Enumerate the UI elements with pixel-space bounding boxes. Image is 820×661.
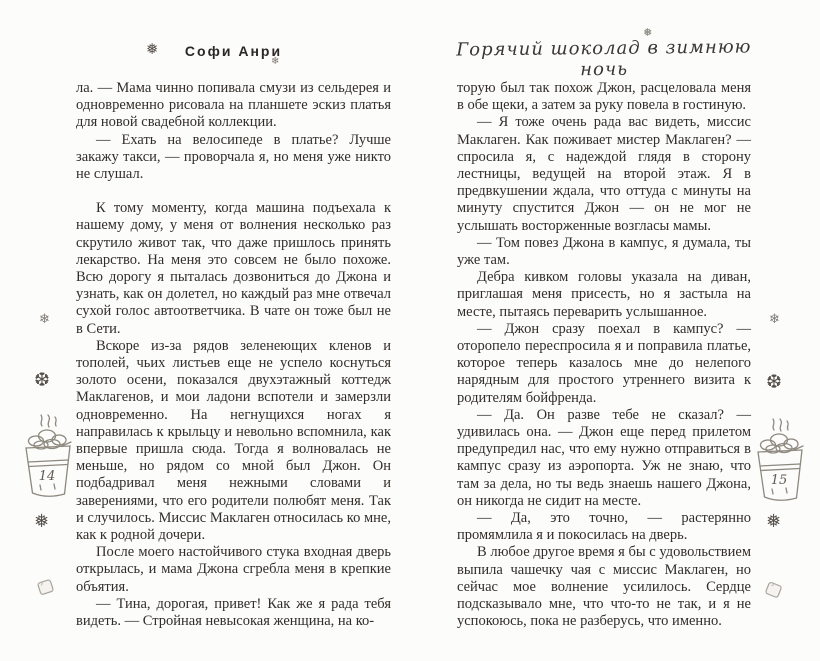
paragraph: — Я тоже очень рада вас видеть, миссис Маклаген. Как поживает мистер Маклаген? — спросила я, с надеждой глядя в сторону лестницы, ведущей на второй этаж. Я в предвкушении ждала, что оттуда с минуты на минуту спустится Джон — он не мог не услышать восторженные возгласы мамы. bbox=[457, 114, 751, 234]
page-number: 14 bbox=[38, 469, 56, 484]
paragraph: — Тина, дорогая, привет! Как же я рада тебя видеть. — Стройная невысокая женщина, на ко- bbox=[76, 595, 391, 630]
steam-icon bbox=[773, 419, 788, 431]
marshmallow-icon bbox=[762, 578, 786, 602]
running-header-author: Софи Анри bbox=[184, 43, 283, 59]
snowflake-icon: ❄ bbox=[271, 56, 280, 67]
paragraph: Вскоре из-за рядов зеленеющих кленов и тополей, чьих листьев еще не успело коснуться золото осени, показался двухэтажный коттедж Маклагенов, и мои ладони вспотели и замерзли одновременно. На негнущихся ногах я направилась к крыльцу и невольно вспомнила, как впервые пришла сюда. Тогда я волновалась не меньше, но рядом со мной был Джон. Он подбадривал меня нежными словами и заверениями, что его родители полюбят меня. Так и случилось. Миссис Маклаген относилась ко мне, как к родной дочери. bbox=[76, 337, 391, 544]
page-left bbox=[76, 80, 391, 630]
paragraph: — Том повез Джона в кампус, я думала, ты уже там. bbox=[457, 234, 751, 269]
paragraph: После моего настойчивого стука входная дверь открылась, и мама Джона сгребла меня в крепкие объятия. bbox=[76, 544, 391, 595]
steam-icon bbox=[41, 415, 56, 427]
snowflake-icon: ❄ bbox=[769, 312, 780, 327]
snowflake-icon: ❅ bbox=[766, 511, 782, 532]
snowflake-icon: ❅ bbox=[34, 511, 50, 532]
snowflake-icon: ❆ bbox=[766, 371, 782, 393]
page-right bbox=[457, 80, 751, 631]
paragraph: торую был так похож Джон, расцеловала меня в обе щеки, а затем за руку повела в гостиную. bbox=[457, 80, 751, 114]
paragraph: — Джон сразу поехал в кампус? — оторопело переспросила я и поправила платье, которое теперь казалось мне до нелепого нарядным для простого утреннего визита к родителям бойфренда. bbox=[457, 320, 751, 406]
paragraph: ла. — Мама чинно попивала смузи из сельдерея и одновременно рисовала на планшете эскиз платья для новой свадебной коллекции. bbox=[76, 80, 391, 131]
hot-chocolate-cup-icon bbox=[16, 402, 80, 504]
paragraph: — Да, это точно, — растерянно промямлила я и покосилась на дверь. bbox=[457, 510, 751, 544]
paragraph: К тому моменту, когда машина подъехала к нашему дому, у меня от волнения несколько раз скрутило живот так, что даже пришлось принять лекарство. На меня это совсем не было похоже. Всю дорогу я пыталась дозвониться до Джона и узнать, как он долетел, но каждый раз мне отвечал сухой голос автоответчика. В чате он тоже был не в Сети. bbox=[76, 200, 391, 337]
running-header-title: Горячий шоколад в зимнюю ночь bbox=[456, 36, 752, 81]
snowflake-icon: ❆ bbox=[34, 369, 50, 391]
snowflake-icon: ❅ bbox=[643, 26, 653, 39]
paragraph: В любое другое время я бы с удовольствием выпила чашечку чая с миссис Маклаген, но сейчас мое волнение усилилось. Сердце подсказывало мне, что что-то не так, и я не успокоюсь, пока не разберусь, что именно. bbox=[457, 544, 751, 630]
snowflake-icon: ❄ bbox=[39, 312, 50, 327]
page-number: 15 bbox=[770, 473, 788, 488]
paragraph: Дебра кивком головы указала на диван, приглашая меня присесть, но я застыла на месте, пытаясь переварить услышанное. bbox=[457, 269, 751, 320]
marshmallow-icon bbox=[34, 575, 58, 599]
snowflake-icon: ❅ bbox=[146, 40, 159, 58]
hot-chocolate-cup-icon bbox=[748, 406, 812, 508]
paragraph: — Да. Он разве тебе не сказал? — удивилась она. — Джон еще перед прилетом предупредил нас, что ему нужно отправиться в кампус сразу из аэропорта. Уж не знаю, что там за дела, но ты ведь знаешь нашего Джона, он никогда не сидит на месте. bbox=[457, 406, 751, 509]
paragraph: — Ехать на велосипеде в платье? Лучше закажу такси, — проворчала я, но меня уже никто не слушал. bbox=[76, 131, 391, 183]
